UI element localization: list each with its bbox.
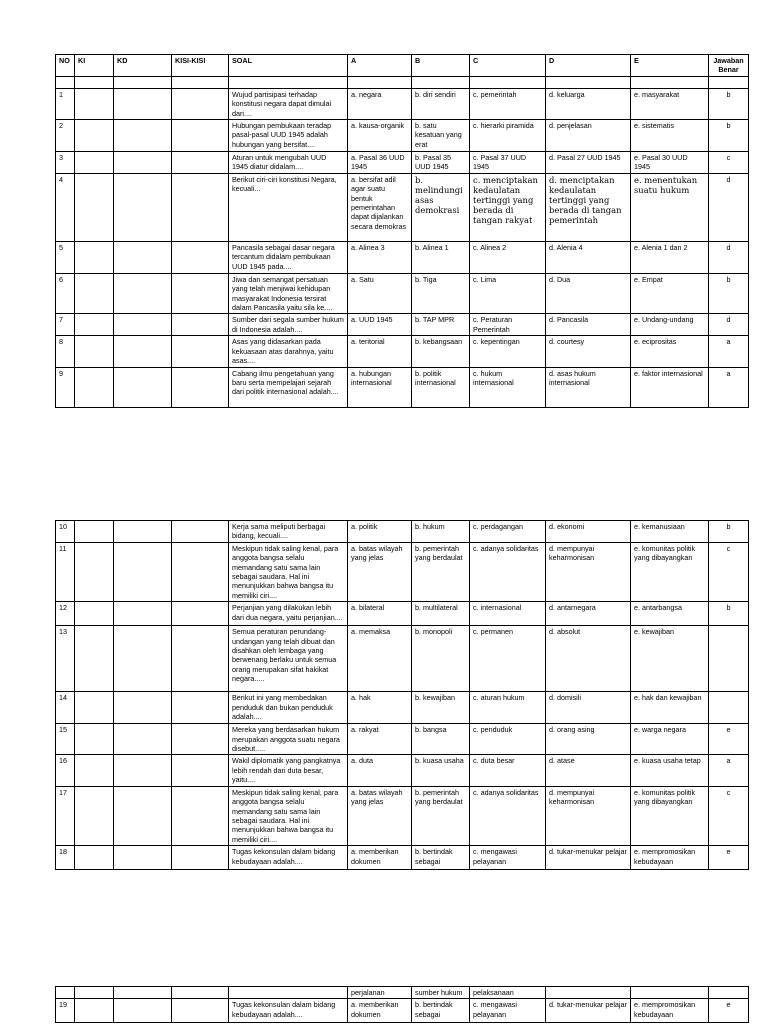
header-row (56, 55, 749, 77)
cell-d: d. penjelasan (546, 120, 631, 152)
cell-b: b. bangsa (412, 724, 470, 755)
empty-cell (172, 999, 229, 1023)
cell-d: d. asas hukum internasional (546, 367, 631, 407)
cell-d: d. Pancasila (546, 314, 631, 336)
cell-b: b. Tiga (412, 273, 470, 314)
answer-cell: e (709, 724, 749, 755)
cell-a: a. UUD 1945 (348, 314, 412, 336)
cell-a: a. politik (348, 521, 412, 543)
cell-soal: Sumber dari segala sumber hukum di Indonesia adalah.... (229, 314, 348, 336)
answer-cell: d (709, 314, 749, 336)
empty-cell (114, 846, 172, 870)
empty-cell (114, 120, 172, 152)
cell-d: d. tukar-menukar pelajar (546, 999, 631, 1023)
cell-c: c. penduduk (470, 724, 546, 755)
header-kd: KD (114, 55, 172, 77)
cell-e: e. masyarakat (631, 88, 709, 119)
table-row (56, 120, 749, 152)
cell-b: b. kewajiban (412, 692, 470, 724)
cell-a: a. memberikan dokumen (348, 999, 412, 1023)
continuation-a: perjalanan (348, 987, 412, 999)
cell-b: b. Pasal 35 UUD 1945 (412, 152, 470, 174)
empty-cell (114, 367, 172, 407)
cell-d: d. atase (546, 755, 631, 786)
table-row (56, 786, 749, 845)
table-row (56, 314, 749, 336)
cell-e: e. antarbangsa (631, 602, 709, 626)
question-table-page-3 (55, 986, 749, 1023)
table-row (56, 542, 749, 601)
answer-cell: e (709, 846, 749, 870)
empty-cell (75, 336, 114, 367)
cell-soal: Aturan untuk mengubah UUD 1945 diatur didalam.... (229, 152, 348, 174)
table-row (56, 521, 749, 543)
empty-cell (114, 521, 172, 543)
cell-e: e. kemanusiaan (631, 521, 709, 543)
answer-cell: a (709, 755, 749, 786)
cell-c: c. permanen (470, 626, 546, 692)
cell-a: a. kausa-organik (348, 120, 412, 152)
empty-cell (75, 999, 114, 1023)
cell-no: 15 (56, 724, 75, 755)
empty-cell (114, 173, 172, 241)
table-row (56, 602, 749, 626)
cell-no: 7 (56, 314, 75, 336)
cell-no: 17 (56, 786, 75, 845)
cell-c: c. duta besar (470, 755, 546, 786)
empty-cell (114, 626, 172, 692)
cell-e: e. komunitas politik yang dibayangkan (631, 786, 709, 845)
cell-d: d. antarnegara (546, 602, 631, 626)
cell-a: a. bersifat adil agar suatu bentuk pemerintahan dapat dijalankan secara demokras (348, 173, 412, 241)
cell-no: 5 (56, 241, 75, 273)
empty-cell (114, 724, 172, 755)
cell-e: e. kuasa usaha tetap (631, 755, 709, 786)
answer-cell (709, 692, 749, 724)
cell-e: e. mempromosikan kebudayaan (631, 846, 709, 870)
cell-soal: Perjanjian yang dilakukan lebih dari dua negara, yaitu perjanjian.... (229, 602, 348, 626)
cell-d: d. mempunyai keharmonisan (546, 542, 631, 601)
cell-b: b. multilateral (412, 602, 470, 626)
cell-a: a. duta (348, 755, 412, 786)
empty-cell (75, 846, 114, 870)
cell-c: c. mengawasi pelayanan (470, 846, 546, 870)
answer-cell: b (709, 120, 749, 152)
header-jawaban-benar: Jawaban Benar (709, 55, 749, 77)
empty-cell (114, 336, 172, 367)
cell-d: d. Pasal 27 UUD 1945 (546, 152, 631, 174)
cell-no: 16 (56, 755, 75, 786)
empty-cell (114, 999, 172, 1023)
empty-cell (75, 241, 114, 273)
answer-cell: b (709, 521, 749, 543)
cell-no: 19 (56, 999, 75, 1023)
cell-e: e. hak dan kewajiban (631, 692, 709, 724)
table-row (56, 755, 749, 786)
cell-no: 11 (56, 542, 75, 601)
cell-a: a. negara (348, 88, 412, 119)
answer-cell: d (709, 241, 749, 273)
empty-cell (75, 602, 114, 626)
cell-a: a. memaksa (348, 626, 412, 692)
cell-c: c. hukum internasional (470, 367, 546, 407)
answer-cell: c (709, 786, 749, 845)
cell-a: a. batas wilayah yang jelas (348, 786, 412, 845)
empty-cell (75, 755, 114, 786)
cell-soal: Mereka yang berdasarkan hukum merupakan anggota suatu negara disebut..... (229, 724, 348, 755)
question-table-page-2 (55, 520, 749, 870)
cell-soal: Berikut ini yang membedakan penduduk dan bukan penduduk adalah.... (229, 692, 348, 724)
cell-e: e. Pasal 30 UUD 1945 (631, 152, 709, 174)
empty-cell (172, 273, 229, 314)
answer-cell: a (709, 367, 749, 407)
table-body (56, 999, 749, 1023)
table-row (56, 846, 749, 870)
cell-b: b. TAP MPR (412, 314, 470, 336)
empty-cell (75, 367, 114, 407)
cell-soal: Berikut ciri-ciri konstitusi Negara, kecuali... (229, 173, 348, 241)
empty-cell (172, 755, 229, 786)
empty-cell (114, 542, 172, 601)
cell-b: b. monopoli (412, 626, 470, 692)
cell-c: c. internasional (470, 602, 546, 626)
table-body (56, 88, 749, 407)
cell-c: c. adanya solidaritas (470, 542, 546, 601)
cell-b: b. melindungi asas demokrasi (412, 173, 470, 241)
cell-c: c. Lima (470, 273, 546, 314)
cell-d: d. menciptakan kedaulatan tertinggi yang berada di tangan pemerintah (546, 173, 631, 241)
cell-soal: Jiwa dan semangat persatuan yang telah menjiwai kehidupan masyarakat Indonesia tersirat dalam Pancasila yaitu sila ke.... (229, 273, 348, 314)
empty-cell (114, 88, 172, 119)
cell-e: e. kewajiban (631, 626, 709, 692)
cell-b: b. politik internasional (412, 367, 470, 407)
cell-d: d. tukar-menukar pelajar (546, 846, 631, 870)
cell-b: b. satu kesatuan yang erat (412, 120, 470, 152)
cell-b: b. pemerintah yang berdaulat (412, 786, 470, 845)
empty-cell (75, 626, 114, 692)
cell-c: c. aturan hukum (470, 692, 546, 724)
empty-cell (172, 120, 229, 152)
cell-no: 2 (56, 120, 75, 152)
table-row (56, 692, 749, 724)
cell-a: a. batas wilayah yang jelas (348, 542, 412, 601)
cell-soal: Wujud partisipasi terhadap konstitusi negara dapat dimulai dari.... (229, 88, 348, 119)
empty-cell (172, 367, 229, 407)
empty-cell (114, 692, 172, 724)
cell-d: d. Alenia 4 (546, 241, 631, 273)
empty-cell (172, 152, 229, 174)
cell-c: c. menciptakan kedaulatan tertinggi yang berada di tangan rakyat (470, 173, 546, 241)
empty-cell (75, 152, 114, 174)
empty-cell (172, 336, 229, 367)
table-row (56, 724, 749, 755)
cell-b: b. diri sendiri (412, 88, 470, 119)
continuation-row (56, 987, 749, 999)
empty-cell (114, 241, 172, 273)
empty-cell (172, 314, 229, 336)
cell-c: c. adanya solidaritas (470, 786, 546, 845)
empty-cell (75, 724, 114, 755)
cell-soal: Meskipun tidak saling kenal, para anggota bangsa selalu memandang satu sama lain sebagai saudara. Hal ini menunjukkan bahwa bangsa itu memiliki ciri.... (229, 542, 348, 601)
empty-cell (172, 542, 229, 601)
empty-cell (172, 173, 229, 241)
blank-row (56, 76, 749, 88)
cell-e: e. komunitas politik yang dibayangkan (631, 542, 709, 601)
answer-cell: e (709, 999, 749, 1023)
cell-a: a. hak (348, 692, 412, 724)
cell-c: c. perdagangan (470, 521, 546, 543)
table-row (56, 88, 749, 119)
answer-cell: c (709, 542, 749, 601)
cell-no: 9 (56, 367, 75, 407)
empty-cell (172, 724, 229, 755)
cell-no: 14 (56, 692, 75, 724)
empty-cell (172, 626, 229, 692)
cell-b: b. bertindak sebagai (412, 999, 470, 1023)
table-row (56, 273, 749, 314)
cell-soal: Tugas kekonsulan dalam bidang kebudayaan adalah.... (229, 846, 348, 870)
cell-b: b. bertindak sebagai (412, 846, 470, 870)
header-b: B (412, 55, 470, 77)
cell-c: c. Pasal 37 UUD 1945 (470, 152, 546, 174)
empty-cell (114, 755, 172, 786)
cell-a: a. Alinea 3 (348, 241, 412, 273)
cell-c: c. hierarki piramida (470, 120, 546, 152)
cell-e: e. sistematis (631, 120, 709, 152)
answer-cell: b (709, 602, 749, 626)
cell-no: 3 (56, 152, 75, 174)
cell-soal: Kerja sama meliputi berbagai bidang, kecuali.... (229, 521, 348, 543)
cell-e: e. Empat (631, 273, 709, 314)
answer-cell: d (709, 173, 749, 241)
question-table-page-1 (55, 54, 749, 408)
empty-cell (75, 120, 114, 152)
empty-cell (114, 786, 172, 845)
header-no: NO (56, 55, 75, 77)
cell-a: a. hubungan internasional (348, 367, 412, 407)
header-soal: SOAL (229, 55, 348, 77)
table-row (56, 336, 749, 367)
cell-no: 4 (56, 173, 75, 241)
cell-d: d. keluarga (546, 88, 631, 119)
continuation-c: pelaksanaan (470, 987, 546, 999)
empty-cell (75, 521, 114, 543)
cell-a: a. Satu (348, 273, 412, 314)
table-row (56, 626, 749, 692)
table-row (56, 999, 749, 1023)
answer-cell (709, 626, 749, 692)
cell-e: e. menentukan suatu hukum (631, 173, 709, 241)
empty-cell (75, 173, 114, 241)
table-body (56, 521, 749, 870)
cell-e: e. Undang-undang (631, 314, 709, 336)
cell-soal: Meskipun tidak saling kenal, para anggota bangsa selalu memandang satu sama lain sebagai saudara. Hal ini menunjukkan bahwa bangsa itu memiliki ciri.... (229, 786, 348, 845)
header-kisi-kisi: KISI-KISI (172, 55, 229, 77)
empty-cell (75, 692, 114, 724)
cell-b: b. kuasa usaha (412, 755, 470, 786)
empty-cell (172, 602, 229, 626)
cell-a: a. rakyat (348, 724, 412, 755)
empty-cell (75, 786, 114, 845)
empty-cell (75, 542, 114, 601)
answer-cell: b (709, 88, 749, 119)
cell-b: b. kebangsaan (412, 336, 470, 367)
cell-d: d. mempunyai keharmonisan (546, 786, 631, 845)
empty-cell (114, 602, 172, 626)
cell-no: 10 (56, 521, 75, 543)
cell-no: 12 (56, 602, 75, 626)
header-a: A (348, 55, 412, 77)
cell-a: a. memberikan dokumen (348, 846, 412, 870)
empty-cell (172, 521, 229, 543)
cell-b: b. hukum (412, 521, 470, 543)
cell-soal: Semua peraturan perundang-undangan yang telah dibuat dan disahkan oleh lembaga yang berwenang berlaku untuk semua orang merupakan sifat hakikat negara..... (229, 626, 348, 692)
cell-b: b. Alinea 1 (412, 241, 470, 273)
cell-d: d. Dua (546, 273, 631, 314)
header-d: D (546, 55, 631, 77)
cell-c: c. Alinea 2 (470, 241, 546, 273)
empty-cell (172, 846, 229, 870)
cell-soal: Tugas kekonsulan dalam bidang kebudayaan adalah.... (229, 999, 348, 1023)
cell-c: c. Peraturan Pemerintah (470, 314, 546, 336)
header-c: C (470, 55, 546, 77)
cell-c: c. pemerintah (470, 88, 546, 119)
cell-soal: Asas yang didasarkan pada kekuasaan atas darahnya, yaitu asas.... (229, 336, 348, 367)
header-ki: KI (75, 55, 114, 77)
continuation-b: sumber hukum (412, 987, 470, 999)
cell-e: e. faktor internasional (631, 367, 709, 407)
table-row (56, 173, 749, 241)
empty-cell (114, 152, 172, 174)
header-e: E (631, 55, 709, 77)
cell-e: e. warga negara (631, 724, 709, 755)
empty-cell (114, 273, 172, 314)
table-row (56, 367, 749, 407)
table-row (56, 241, 749, 273)
answer-cell: a (709, 336, 749, 367)
cell-soal: Pancasila sebagai dasar negara tercantum didalam pembukaan UUD 1945 pada.... (229, 241, 348, 273)
cell-e: e. Alenia 1 dan 2 (631, 241, 709, 273)
cell-a: a. bilateral (348, 602, 412, 626)
cell-d: d. domisili (546, 692, 631, 724)
cell-e: e. eciprositas (631, 336, 709, 367)
empty-cell (172, 692, 229, 724)
empty-cell (75, 314, 114, 336)
cell-d: d. courtesy (546, 336, 631, 367)
cell-b: b. pemerintah yang berdaulat (412, 542, 470, 601)
cell-no: 6 (56, 273, 75, 314)
cell-e: e. mempromosikan kebudayaan (631, 999, 709, 1023)
empty-cell (172, 786, 229, 845)
cell-d: d. orang asing (546, 724, 631, 755)
empty-cell (172, 241, 229, 273)
cell-d: d. ekonomi (546, 521, 631, 543)
empty-cell (172, 88, 229, 119)
empty-cell (75, 273, 114, 314)
empty-cell (75, 88, 114, 119)
cell-c: c. mengawasi pelayanan (470, 999, 546, 1023)
cell-soal: Hubungan pembukaan teradap pasal-pasal UUD 1945 adalah hubungan yang bersifat.... (229, 120, 348, 152)
cell-a: a. Pasal 36 UUD 1945 (348, 152, 412, 174)
cell-d: d. absolut (546, 626, 631, 692)
cell-c: c. kepentingan (470, 336, 546, 367)
cell-no: 18 (56, 846, 75, 870)
answer-cell: b (709, 273, 749, 314)
cell-soal: Wakil diplomatik yang pangkatnya lebih rendah dari duta besar, yaitu.... (229, 755, 348, 786)
empty-cell (114, 314, 172, 336)
cell-a: a. teritorial (348, 336, 412, 367)
answer-cell: c (709, 152, 749, 174)
cell-no: 1 (56, 88, 75, 119)
cell-no: 13 (56, 626, 75, 692)
table-row (56, 152, 749, 174)
cell-soal: Cabang ilmu pengetahuan yang baru serta mempelajari sejarah dari politik internasional adalah.... (229, 367, 348, 407)
cell-no: 8 (56, 336, 75, 367)
